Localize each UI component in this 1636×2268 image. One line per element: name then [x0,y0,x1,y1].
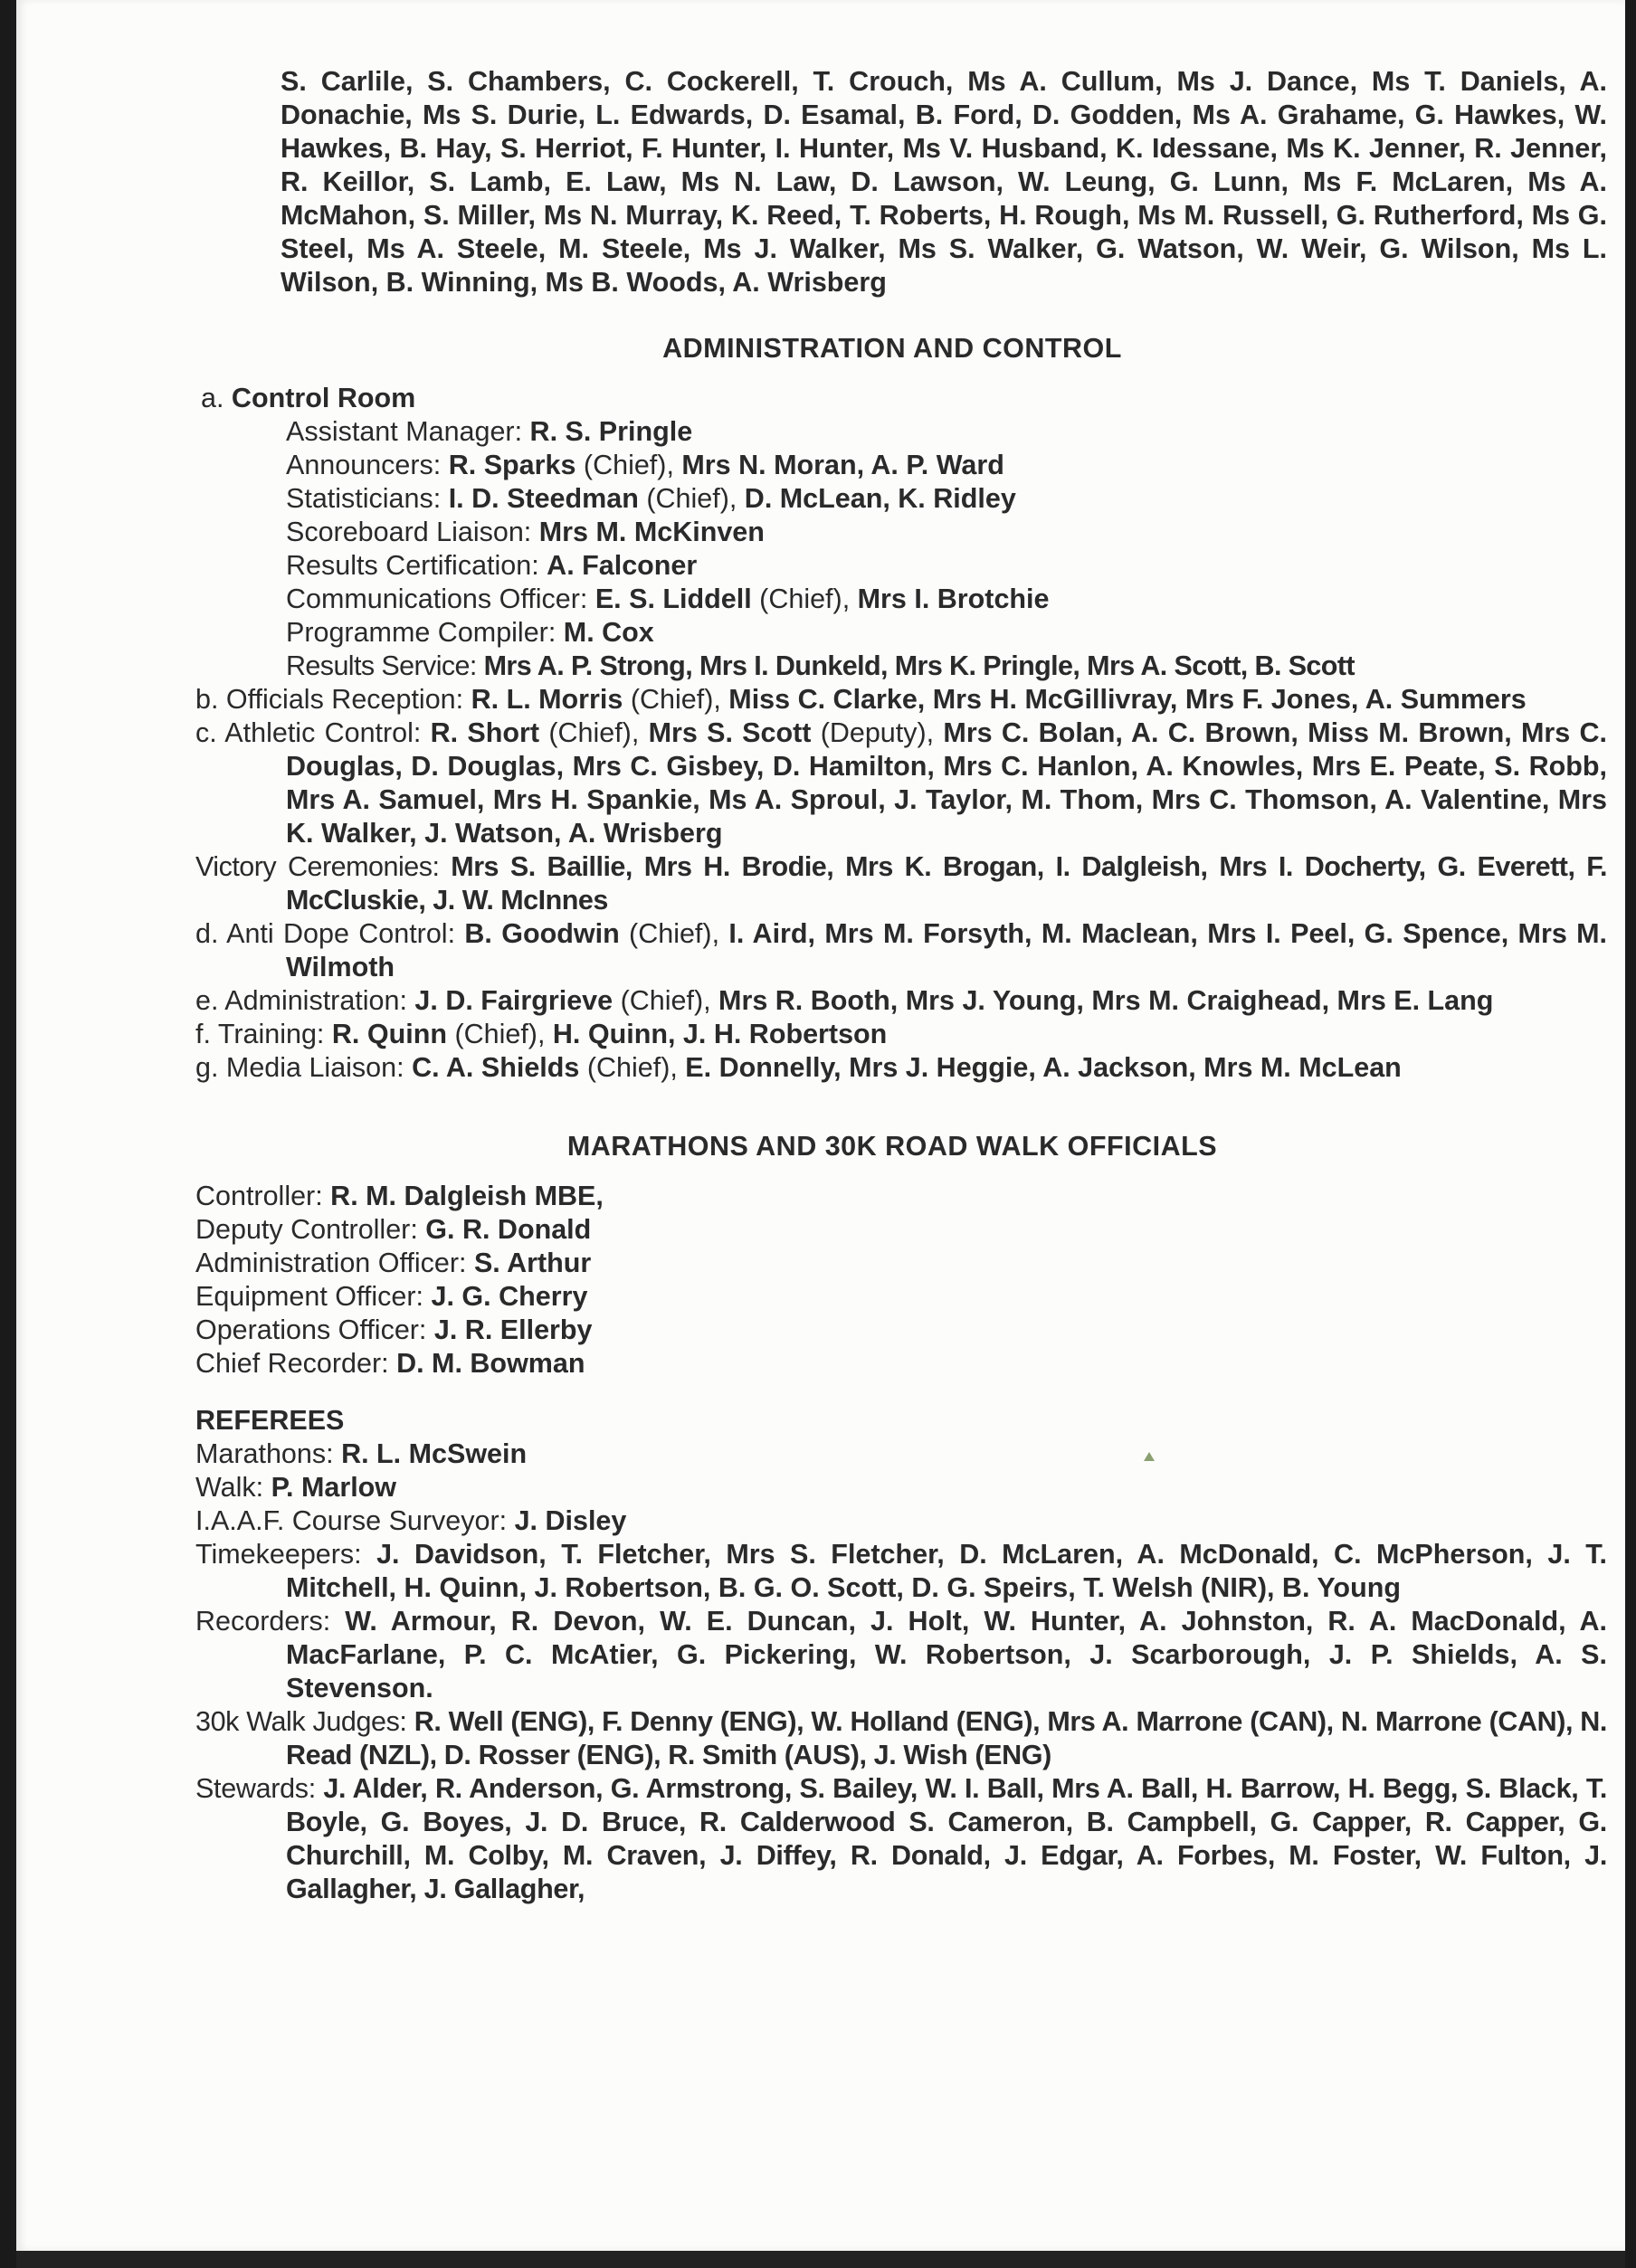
section-heading-marathons: MARATHONS AND 30K ROAD WALK OFFICIALS [566,1131,1218,1162]
control-room-rows [286,415,1607,683]
training-entry: f. Training: R. Quinn (Chief), H. Quinn, J. H. Robertson [195,1019,888,1049]
anti-dope-control-entry: d. Anti Dope Control: B. Goodwin (Chief), I. Aird, Mrs M. Forsyth, M. Maclean, Mrs I. Peel, G. Spence, Mrs M. Wilmoth [195,918,1608,982]
referee-row: Walk: P. Marlow [195,1472,397,1503]
recorders-entry: Recorders: W. Armour, R. Devon, W. E. Duncan, J. Holt, W. Hunter, A. Johnston, R. A. MacDonald, A. MacFarlane, P. C. McAtier, G. Pickering, W. Robertson, J. Scarborough, J. P. Shields, A. S. Stevenson. [195,1606,1608,1703]
stewards-entry: Stewards: J. Alder, R. Anderson, G. Armstrong, S. Bailey, W. I. Ball, Mrs A. Ball, H. Barrow, H. Begg, S. Black, T. Boyle, G. Boyes, J. D. Bruce, R. Calderwood S. Cameron, B. Campbell, G. Capper, R. Capper, G. Churchill, M. Colby, M. Craven, J. Diffey, R. Donald, J. Edgar, A. Forbes, M. Foster, W. Fulton, J. Gallagher, J. Gallagher, [195,1773,1607,1904]
media-liaison-entry: g. Media Liaison: C. A. Shields (Chief), E. Donnelly, Mrs J. Heggie, A. Jackson, Mrs M. McLean [195,1052,1402,1083]
victory-ceremonies-entry: Victory Ceremonies: Mrs S. Baillie, Mrs H. Brodie, Mrs K. Brogan, I. Dalgleish, Mrs I. Docherty, G. Everett, F. McCluskie, J. W. McInnes [195,851,1608,916]
control-room-row: Results Certification: A. Falconer [286,550,698,581]
officer-row: Operations Officer: J. R. Ellerby [195,1314,593,1345]
control-room-block [201,382,1607,683]
intro-names: S. Carlile, S. Chambers, C. Cockerell, T. Crouch, Ms A. Cullum, Ms J. Dance, Ms T. Daniels, A. Donachie, Ms S. Durie, L. Edwards, D. Esamal, B. Ford, D. Godden, Ms A. Grahame, G. Hawkes, W. Hawkes, B. Hay, S. Herriot, F. Hunter, I. Hunter, Ms V. Husband, K. Idessane, Ms K. Jenner, R. Jenner, R. Keillor, S. Lamb, E. Law, Ms N. Law, D. Lawson, W. Leung, G. Lunn, Ms F. McLaren, Ms A. McMahon, S. Miller, Ms N. Murray, K. Reed, T. Roberts, H. Rough, Ms M. Russell, G. Rutherford, Ms G. Steel, Ms A. Steele, M. Steele, Ms J. Walker, Ms S. Walker, G. Watson, W. Weir, G. Wilson, Ms L. Wilson, B. Winning, Ms B. Woods, A. Wrisberg [281,66,1607,298]
administration-entry: e. Administration: J. D. Fairgrieve (Chief), Mrs R. Booth, Mrs J. Young, Mrs M. Craighead, Mrs E. Lang [195,985,1494,1016]
control-room-row: Statisticians: I. D. Steedman (Chief), D. McLean, K. Ridley [286,483,1016,514]
document-content [177,65,1607,1906]
officer-row: Controller: R. M. Dalgleish MBE, [195,1181,604,1211]
control-room-title: a. Control Room [201,383,416,413]
walk-judges-entry: 30k Walk Judges: R. Well (ENG), F. Denny (ENG), W. Holland (ENG), Mrs A. Marrone (CAN), N. Marrone (CAN), N. Read (NZL), D. Rosser (ENG), R. Smith (AUS), J. Wish (ENG) [195,1706,1607,1770]
referee-row: I.A.A.F. Course Surveyor: J. Disley [195,1505,627,1536]
marathon-officers [195,1180,1607,1538]
officer-row: Deputy Controller: G. R. Donald [195,1214,592,1245]
control-room-row: Scoreboard Liaison: Mrs M. McKinven [286,517,765,547]
control-room-row: Programme Compiler: M. Cox [286,617,654,648]
control-room-row: Assistant Manager: R. S. Pringle [286,416,693,447]
officer-row: Administration Officer: S. Arthur [195,1248,592,1278]
control-room-row: Communications Officer: E. S. Liddell (Chief), Mrs I. Brotchie [286,584,1050,614]
athletic-control-entry: c. Athletic Control: R. Short (Chief), Mrs S. Scott (Deputy), Mrs C. Bolan, A. C. Brown, Miss M. Brown, Mrs C. Douglas, D. Douglas, Mrs C. Gisbey, D. Hamilton, Mrs C. Hanlon, A. Knowles, Mrs E. Peate, S. Robb, Mrs A. Samuel, Mrs H. Spankie, Ms A. Sproul, J. Taylor, M. Thom, Mrs C. Thomson, A. Valentine, Mrs K. Walker, J. Watson, A. Wrisberg [195,717,1608,849]
control-room-row: Results Service: Mrs A. P. Strong, Mrs I. Dunkeld, Mrs K. Pringle, Mrs A. Scott, B. Scott [286,650,1355,681]
control-room-row: Announcers: R. Sparks (Chief), Mrs N. Moran, A. P. Ward [286,450,1004,480]
officials-reception-entry: b. Officials Reception: R. L. Morris (Chief), Miss C. Clarke, Mrs H. McGillivray, Mrs F. Jones, A. Summers [195,684,1527,715]
scan-edge [16,2251,1625,2268]
referee-row: Marathons: R. L. McSwein [195,1438,528,1469]
officer-row: Chief Recorder: D. M. Bowman [195,1348,585,1379]
section-heading-administration: ADMINISTRATION AND CONTROL [662,333,1122,364]
referees-heading: REFEREES [195,1405,345,1436]
officer-row: Equipment Officer: J. G. Cherry [195,1281,588,1312]
timekeepers-entry: Timekeepers: J. Davidson, T. Fletcher, Mrs S. Fletcher, D. McLaren, A. McDonald, C. McPherson, J. T. Mitchell, H. Quinn, J. Robertson, B. G. O. Scott, D. G. Speirs, T. Welsh (NIR), B. Young [195,1539,1607,1603]
